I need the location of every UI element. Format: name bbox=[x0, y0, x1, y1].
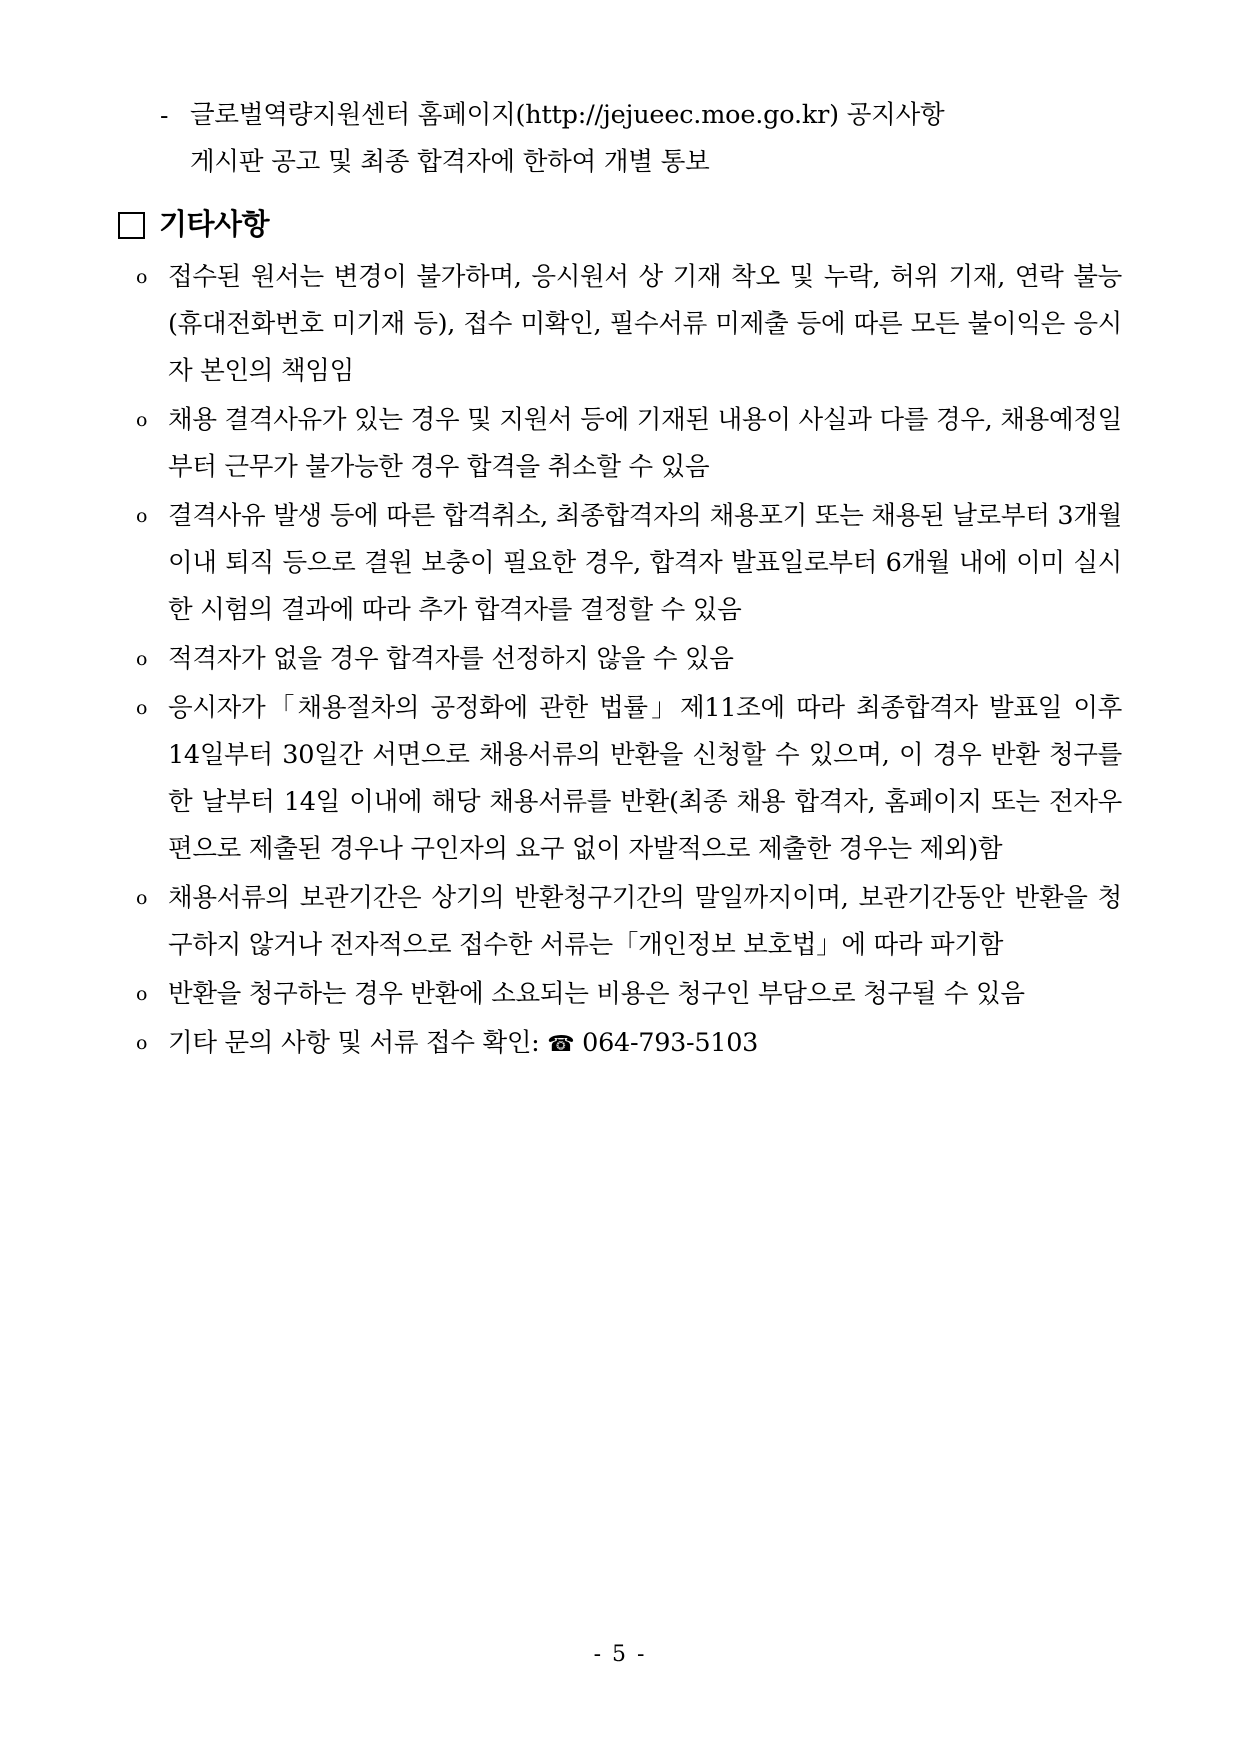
contact-label: 기타 문의 사항 및 서류 접수 확인: bbox=[168, 1028, 548, 1058]
section-title: 기타사항 bbox=[159, 207, 270, 241]
top-note-line-1: 글로벌역량지원센터 홈페이지(http://jejueec.moe.go.kr) 공지사항 bbox=[190, 100, 945, 130]
list-item-text: 결격사유 발생 등에 따른 합격취소, 최종합격자의 채용포기 또는 채용된 날로부터 3개월 이내 퇴직 등으로 결원 보충이 필요한 경우, 합격자 발표일로부터 6개월 내에 이미 실시한 시험의 결과에 따라 추가 합격자를 결정할 수 있음 bbox=[168, 501, 1122, 625]
list-item bbox=[132, 685, 1122, 873]
telephone-icon: ☎ bbox=[547, 1032, 575, 1057]
list-item-text: 접수된 원서는 변경이 불가하며, 응시원서 상 기재 착오 및 누락, 허위 기재, 연락 불능(휴대전화번호 미기재 등), 접수 미확인, 필수서류 미제출 등에 따른 모든 불이익은 응시자 본인의 책임임 bbox=[168, 262, 1122, 386]
list-item bbox=[132, 971, 1122, 1018]
list-item bbox=[132, 397, 1122, 491]
list-item-text: 채용서류의 보관기간은 상기의 반환청구기간의 말일까지이며, 보관기간동안 반환을 청구하지 않거나 전자적으로 접수한 서류는「개인정보 보호법」에 따라 파기함 bbox=[168, 883, 1122, 960]
circle-marker: o bbox=[136, 648, 148, 670]
circle-marker: o bbox=[136, 1032, 148, 1054]
notes-list bbox=[132, 254, 1122, 1068]
top-note-line-2: 게시판 공고 및 최종 합격자에 한하여 개별 통보 bbox=[190, 147, 710, 177]
contact-line bbox=[168, 1020, 1122, 1068]
top-note bbox=[160, 92, 1122, 186]
list-item-text: 적격자가 없을 경우 합격자를 선정하지 않을 수 있음 bbox=[168, 644, 734, 674]
contact-phone-number: 064-793-5103 bbox=[574, 1028, 759, 1058]
square-bullet-icon bbox=[118, 212, 145, 239]
dash-marker: - bbox=[160, 101, 169, 130]
list-item bbox=[132, 636, 1122, 683]
circle-marker: o bbox=[136, 505, 148, 527]
list-item-text: 반환을 청구하는 경우 반환에 소요되는 비용은 청구인 부담으로 청구될 수 있음 bbox=[168, 979, 1025, 1009]
section-heading bbox=[118, 206, 1122, 242]
page-number: - 5 - bbox=[593, 1642, 647, 1667]
list-item bbox=[132, 254, 1122, 395]
top-note-text bbox=[190, 92, 1122, 186]
list-item-text: 채용 결격사유가 있는 경우 및 지원서 등에 기재된 내용이 사실과 다를 경우, 채용예정일부터 근무가 불가능한 경우 합격을 취소할 수 있음 bbox=[168, 405, 1122, 482]
list-item bbox=[132, 875, 1122, 969]
circle-marker: o bbox=[136, 697, 148, 719]
circle-marker: o bbox=[136, 983, 148, 1005]
circle-marker: o bbox=[136, 887, 148, 909]
list-item bbox=[132, 493, 1122, 634]
list-item-contact bbox=[132, 1020, 1122, 1068]
list-item-text: 응시자가「채용절차의 공정화에 관한 법률」제11조에 따라 최종합격자 발표일 이후 14일부터 30일간 서면으로 채용서류의 반환을 신청할 수 있으며, 이 경우 반환 청구를 한 날부터 14일 이내에 해당 채용서류를 반환(최종 채용 합격자, 홈페이지 또는 전자우편으로 제출된 경우나 구인자의 요구 없이 자발적으로 제출한 경우는 제외)함 bbox=[168, 693, 1123, 864]
circle-marker: o bbox=[136, 266, 148, 288]
circle-marker: o bbox=[136, 409, 148, 431]
